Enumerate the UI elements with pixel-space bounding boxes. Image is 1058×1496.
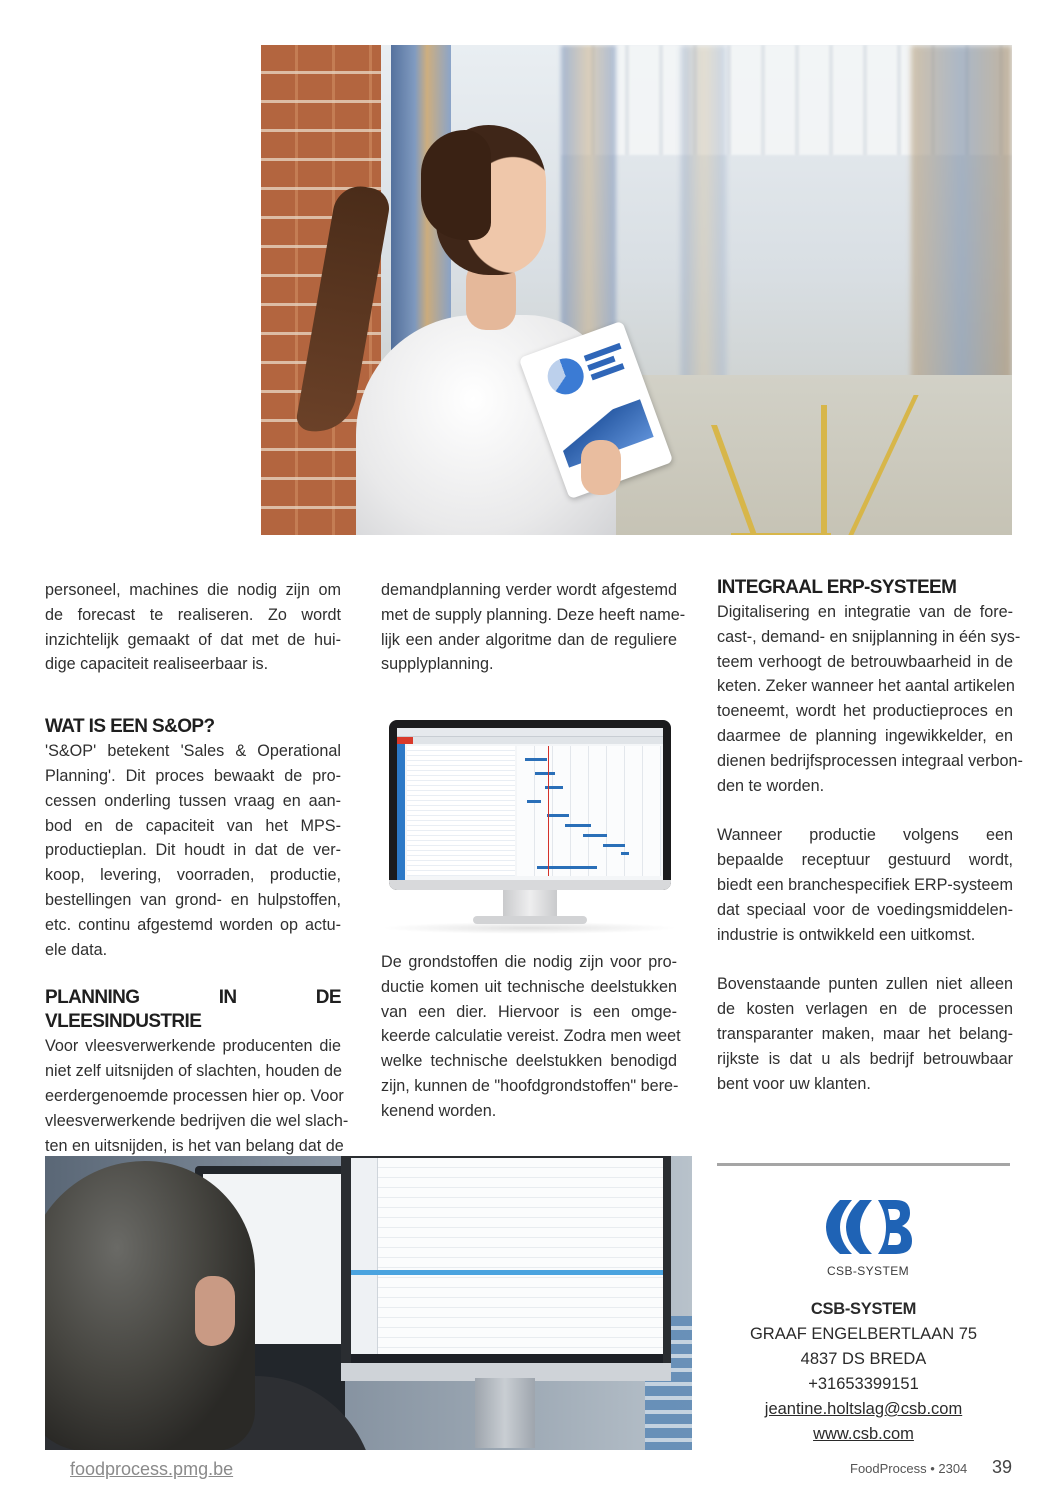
text-line: dienen bedrijfsprocessen integraal verbon- [717, 751, 1023, 770]
footer-site-link[interactable]: foodprocess.pmg.be [70, 1459, 234, 1479]
text-line: productieplan. Dit houdt in dat de ver- [45, 841, 341, 860]
floor-marking [731, 533, 831, 535]
text-line: vleesverwerkende bedrijven die wel slach- [45, 1111, 349, 1130]
company-name: CSB-SYSTEM [810, 1300, 917, 1318]
text-line: Digitalisering en integratie van de fore- [717, 603, 1013, 621]
gantt-bar [621, 852, 629, 855]
text-line: de forecast te realiseren. Zo wordt [45, 605, 341, 624]
contact-details [717, 1297, 1010, 1447]
pie-chart-icon [543, 353, 589, 399]
logo-caption: CSB-SYSTEM [826, 1264, 909, 1278]
gantt-bar [603, 844, 625, 847]
text-line: demandplanning verder wordt afgestemd [381, 581, 677, 599]
screen-selected-row [351, 1270, 663, 1275]
gantt-bar [535, 772, 555, 775]
left-column [45, 578, 349, 1158]
gantt-bar [583, 834, 607, 837]
text-line: bepaalde receptuur gestuurd wordt, [717, 851, 1013, 870]
phone-number: +31653399151 [808, 1375, 919, 1393]
middle-column-top [381, 578, 686, 677]
monitor-stand-base [473, 916, 587, 924]
text-line: den te worden. [717, 776, 825, 795]
text-line: De grondstoffen die nodig zijn voor pro- [381, 953, 677, 971]
window-sidebar [397, 744, 405, 880]
right-monitor-screen [351, 1158, 663, 1356]
gantt-bar [525, 758, 547, 761]
text-line: eerdergenoemde processen hier op. Voor [45, 1086, 344, 1105]
gantt-bar [565, 824, 591, 827]
text-line: etc. continu afgestemd worden op actu- [45, 915, 341, 934]
right-column [717, 576, 1023, 1096]
erp-paragraph-3 [717, 972, 1013, 1096]
text-line: met de supply planning. Deze heeft name- [381, 605, 686, 624]
text-line: welke technische deelstukken benodigd [381, 1052, 677, 1071]
gantt-bar [547, 814, 569, 817]
woman-hand [581, 440, 621, 495]
text-line: kenend worden. [381, 1101, 497, 1120]
text-line: niet zelf uitsnijden of slachten, houden de [45, 1062, 342, 1081]
postal-city: 4837 DS BREDA [800, 1350, 927, 1368]
text-line: Bovenstaande punten zullen niet alleen [717, 975, 1013, 994]
window-toolbar [397, 737, 663, 744]
text-line: toeneemt, wordt het productieproces en [717, 702, 1013, 721]
text-line: ten en uitsnijden, is het van belang dat de [45, 1136, 344, 1155]
hero-photo-warehouse [261, 45, 1012, 535]
screen-sidebar [351, 1158, 378, 1356]
text-line: rijkste is dat u als bedrijf betrouwbaar [717, 1049, 1013, 1068]
text-line: cast-, demand- en snijplanning in één sys- [717, 627, 1021, 646]
footer-issue: FoodProcess • 2304 [850, 1461, 968, 1476]
monitor-stand [475, 1378, 535, 1448]
text-line: ele data. [45, 940, 108, 959]
text-line: supplyplanning. [381, 655, 494, 674]
person-ear [195, 1276, 235, 1346]
email-link[interactable]: jeantine.holtslag@csb.com [764, 1400, 963, 1418]
text-line: bestellingen van grond- en hulpstoffen, [45, 890, 341, 909]
middle-column-bottom [381, 950, 681, 1124]
supply-planning-paragraph [381, 578, 686, 677]
text-line: zijn, kunnen de "hoofdgrondstoffen" bere- [381, 1076, 679, 1095]
woman-hair [421, 130, 491, 240]
text-line: personeel, machines die nodig zijn om [45, 581, 341, 599]
csb-logo-shapes [826, 1200, 912, 1254]
page-number: 39 [992, 1457, 1013, 1477]
planning-grid [407, 746, 515, 876]
gantt-bar [527, 800, 541, 803]
floor-marking [821, 405, 827, 535]
text-line: van een dier. Hiervoor is een omge- [381, 1002, 677, 1021]
text-line: dige capaciteit realiseerbaar is. [45, 655, 269, 674]
intro-paragraph [45, 578, 341, 677]
text-line: industrie is ontwikkeld een uitkomst. [717, 925, 976, 944]
window-titlebar [397, 728, 663, 737]
website-link[interactable]: www.csb.com [813, 1425, 914, 1443]
monitor-stand-neck [503, 890, 557, 918]
text-line: ductie komen uit technische deelstukken [381, 977, 677, 996]
street-address: GRAAF ENGELBERTLAAN 75 [749, 1325, 978, 1343]
text-line: 'S&OP' betekent 'Sales & Operational [45, 742, 341, 761]
text-line: dat speciaal voor de voedingsmiddelen- [717, 900, 1013, 919]
erp-paragraph-1 [717, 600, 1023, 798]
planning-paragraph [45, 1034, 349, 1158]
text-line: cessen onderling tussen vraag en aan- [45, 791, 341, 810]
screen-taskbar [351, 1354, 663, 1363]
text-line: Voor vleesverwerkende producenten die [45, 1037, 341, 1056]
sop-paragraph [45, 739, 341, 962]
text-line: inzichtelijk gemaakt of dat met de hui- [45, 630, 341, 649]
text-line: transparanter maken, maar het belang- [717, 1024, 1013, 1043]
text-line: bod en de capaciteit van het MPS- [45, 816, 341, 835]
today-marker-line [548, 746, 549, 876]
text-line: lijk een ander algoritme dan de reguliere [381, 630, 677, 649]
monitor-chin [389, 880, 671, 890]
contact-divider [717, 1163, 1010, 1166]
text-line: Planning'. Dit proces bewaakt de pro- [45, 766, 341, 785]
section-heading-erp: INTEGRAAL ERP-SYSTEEM [717, 577, 957, 598]
monitor-screen [397, 728, 663, 880]
text-line: bent voor uw klanten. [717, 1074, 871, 1093]
text-line: teem verhoogt de betrouwbaarheid in de [717, 652, 1013, 671]
section-heading-planning: PLANNING IN DE VLEESINDUSTRIE [45, 987, 341, 1033]
erp-paragraph-2 [717, 823, 1013, 947]
text-line: koop, levering, voorraden, productie, [45, 866, 341, 885]
csb-logo-icon [822, 1196, 914, 1258]
text-line: Wanneer productie volgens een [717, 826, 1013, 845]
raw-materials-paragraph [381, 950, 681, 1124]
office-photo-monitors [45, 1156, 692, 1450]
text-line: daarmee de planning ingewikkelder, en [717, 726, 1013, 745]
monitor-erp-screenshot [381, 712, 678, 934]
section-heading-sop: WAT IS EEN S&OP? [45, 716, 215, 738]
text-line: keten. Zeker wanneer het aantal artikelen [717, 677, 1015, 696]
gantt-bar [537, 866, 597, 869]
text-line: biedt een branchespecifiek ERP-systeem [717, 875, 1014, 894]
text-line: keerde calculatie vereist. Zodra men weet [381, 1027, 681, 1046]
gantt-chart-area [517, 746, 661, 876]
text-line: de kosten verlagen en de processen [717, 1000, 1013, 1019]
